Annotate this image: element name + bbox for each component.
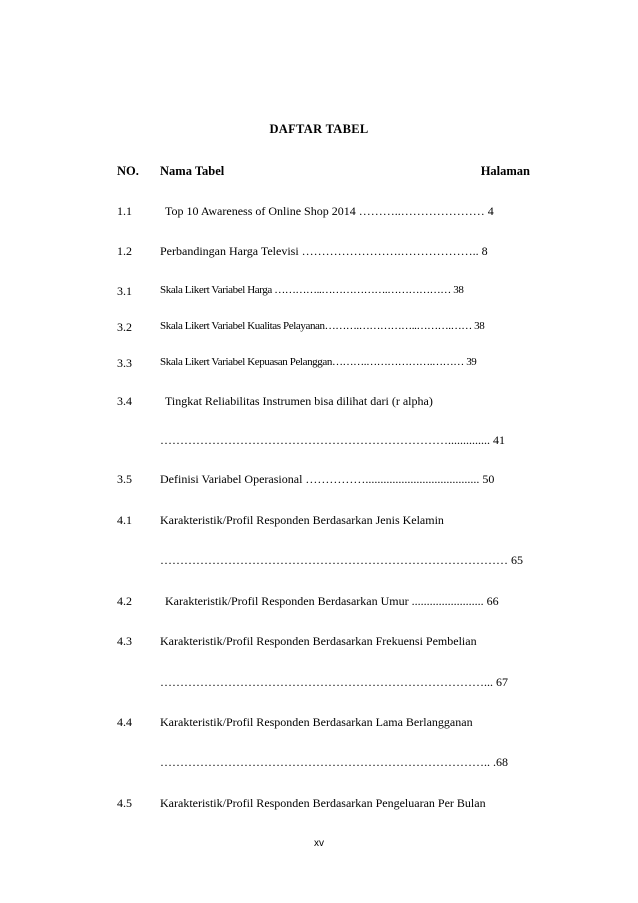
table-entry-text: Karakteristik/Profil Responden Berdasarkan Pengeluaran Per Bulan (160, 796, 486, 810)
table-number: 3.2 (117, 320, 132, 334)
table-number: 4.3 (117, 634, 132, 648)
table-number: 4.1 (117, 513, 132, 527)
table-entry-leader: …………………………………………………………………………… 65 (160, 553, 523, 567)
table-entry-text: Karakteristik/Profil Responden Berdasarkan Frekuensi Pembelian (160, 634, 477, 648)
table-entry-text: Karakteristik/Profil Responden Berdasarkan Jenis Kelamin (160, 513, 444, 527)
table-number: 3.4 (117, 394, 132, 408)
table-entry-text: Skala Likert Variabel Kualitas Pelayanan……….……………..……….…… 38 (160, 320, 485, 332)
table-entry-leader: ………………………………………………………………………... 67 (160, 675, 508, 689)
table-entry-text: Definisi Variabel Operasional ……………...................................... 50 (160, 472, 495, 486)
table-number: 3.3 (117, 356, 132, 370)
header-nama-tabel: Nama Tabel (160, 164, 225, 178)
table-entry-text: Skala Likert Variabel Harga …………..……………….……………… 38 (160, 284, 464, 296)
table-entry-text: Perbandingan Harga Televisi …………………….……………….. 8 (160, 244, 488, 258)
table-entry-leader: ……………………………………………………………………….. .68 (160, 755, 508, 769)
table-number: 1.1 (117, 204, 132, 218)
table-entry-text: Karakteristik/Profil Responden Berdasarkan Lama Berlangganan (160, 715, 473, 729)
table-entry-text: Top 10 Awareness of Online Shop 2014 ………..………………… 4 (165, 204, 494, 218)
header-halaman: Halaman (480, 164, 530, 178)
table-entry-text: Tingkat Reliabilitas Instrumen bisa dilihat dari (r alpha) (165, 394, 433, 408)
table-entry-text: Skala Likert Variabel Kepuasan Pelanggan……….……………….……… 39 (160, 356, 477, 368)
page-number: xv (314, 838, 324, 849)
page-title: DAFTAR TABEL (269, 122, 369, 136)
table-number: 4.5 (117, 796, 132, 810)
table-number: 4.4 (117, 715, 132, 729)
table-number: 4.2 (117, 594, 132, 608)
table-entry-leader: ……………………………………………………………….............. 41 (160, 433, 505, 447)
table-number: 1.2 (117, 244, 132, 258)
table-number: 3.1 (117, 284, 132, 298)
table-entry-text: Karakteristik/Profil Responden Berdasarkan Umur ........................ 66 (165, 594, 499, 608)
table-number: 3.5 (117, 472, 132, 486)
header-no: NO. (117, 164, 139, 178)
